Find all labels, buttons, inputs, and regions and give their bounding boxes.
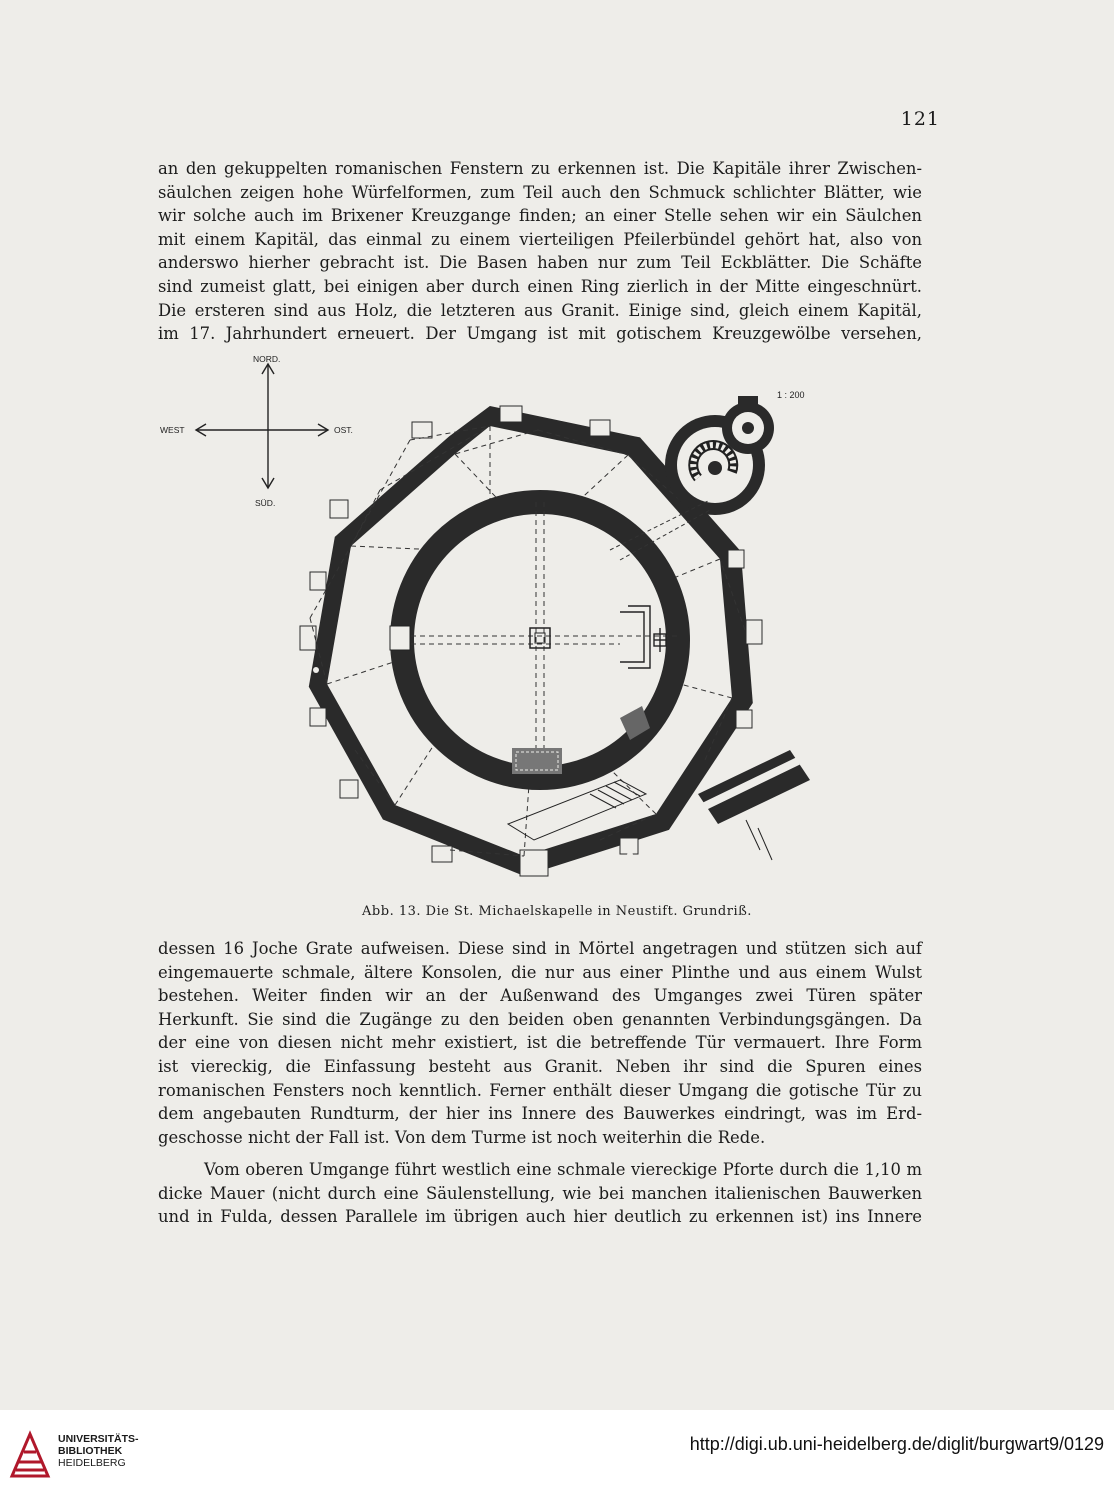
west-doorway bbox=[390, 626, 410, 650]
permalink-url[interactable]: http://digi.ub.uni-heidelberg.de/diglit/burgwart9/0129 bbox=[689, 1434, 1104, 1454]
text-line: dicke Mauer (nicht durch eine Säulenstellung, wie bei manchen italienischen Bauwerken bbox=[158, 1183, 922, 1203]
paragraph-3 bbox=[158, 1158, 922, 1229]
text-line: an den gekuppelten romanischen Fenstern zu erkennen ist. Die Kapitäle ihrer Zwischen- bbox=[158, 159, 922, 178]
text-line: bestehen. Weiter finden wir an der Außenwand des Umganges zwei Türen später bbox=[158, 986, 922, 1006]
library-name-line: HEIDELBERG bbox=[58, 1457, 126, 1469]
text-line: Herkunft. Sie sind die Zugänge zu den beiden oben genannten Verbindungsgängen. Da bbox=[158, 1009, 922, 1029]
passage-wall bbox=[698, 750, 810, 860]
text-line: anderswo hierher gebracht ist. Die Basen haben nur zum Teil Eckblätter. Die Schäfte bbox=[158, 253, 922, 273]
text-line: eingemauerte schmale, ältere Konsolen, die nur aus einer Plinthe und aus einem Wulst bbox=[158, 962, 922, 982]
compass-west-label: WEST bbox=[160, 425, 185, 435]
round-tower bbox=[665, 396, 774, 515]
text-line: der eine von diesen nicht mehr existiert, ist die betreffende Tür vermauert. Ihre Form bbox=[158, 1033, 922, 1053]
text-line: und in Fulda, dessen Parallele im übrigen auch hier deutlich zu erkennen ist) ins Innere bbox=[158, 1207, 922, 1227]
library-name-line: UNIVERSITÄTS- bbox=[58, 1433, 139, 1445]
library-name-line: BIBLIOTHEK bbox=[58, 1445, 123, 1457]
text-line: wir solche auch im Brixener Kreuzgange finden; an einer Stelle sehen wir ein Säulchen bbox=[158, 206, 922, 226]
viewer-footer bbox=[0, 1410, 1114, 1494]
paragraph-2 bbox=[158, 937, 922, 1149]
paragraph-1 bbox=[158, 157, 922, 346]
text-line: mit einem Kapitäl, das einmal zu einem vierteiligen Pfeilerbündel gehört hat, also von bbox=[158, 229, 922, 249]
text-line: im 17. Jahrhundert erneuert. Der Umgang ist mit gotischem Kreuzgewölbe versehen, bbox=[158, 324, 922, 344]
text-line: sind zumeist glatt, bei einigen aber durch einen Ring zierlich in der Mitte eingeschnürt. bbox=[158, 276, 922, 296]
text-line: Vom oberen Umgange führt westlich eine schmale viereckige Pforte durch die 1,10 m bbox=[204, 1160, 922, 1179]
compass-rose bbox=[196, 364, 328, 488]
text-line: dem angebauten Rundturm, der hier ins Innere des Bauwerkes eindringt, was im Erd- bbox=[158, 1104, 922, 1124]
compass-east-label: OST. bbox=[334, 425, 353, 435]
scale-label: 1 : 200 bbox=[777, 390, 805, 400]
text-line: ist viereckig, die Einfassung besteht aus Granit. Neben ihr sind die Spuren eines bbox=[158, 1056, 922, 1076]
university-library-logo-icon bbox=[8, 1430, 52, 1478]
inner-round-wall bbox=[402, 502, 678, 778]
text-line: dessen 16 Joche Grate aufweisen. Diese sind in Mörtel angetragen und stützen sich auf bbox=[158, 939, 922, 958]
library-name bbox=[58, 1433, 139, 1469]
text-line: romanischen Fensters noch kenntlich. Ferner enthält dieser Umgang die gotische Tür zu bbox=[158, 1080, 922, 1100]
text-line: säulchen zeigen hohe Würfelformen, zum Teil auch den Schmuck schlichter Blätter, wie bbox=[158, 182, 922, 202]
floor-plan-figure bbox=[150, 350, 840, 890]
page-number: 121 bbox=[900, 108, 940, 130]
compass-north-label: NORD. bbox=[253, 354, 281, 364]
compass-south-label: SÜD. bbox=[255, 498, 276, 508]
text-line: geschosse nicht der Fall ist. Von dem Turme ist noch weiterhin die Rede. bbox=[158, 1127, 766, 1147]
text-line: Die ersteren sind aus Holz, die letzteren aus Granit. Einige sind, gleich einem Kapitäl, bbox=[158, 300, 922, 320]
figure-caption: Abb. 13. Die St. Michaelskapelle in Neustift. Grundriß. bbox=[362, 904, 752, 919]
